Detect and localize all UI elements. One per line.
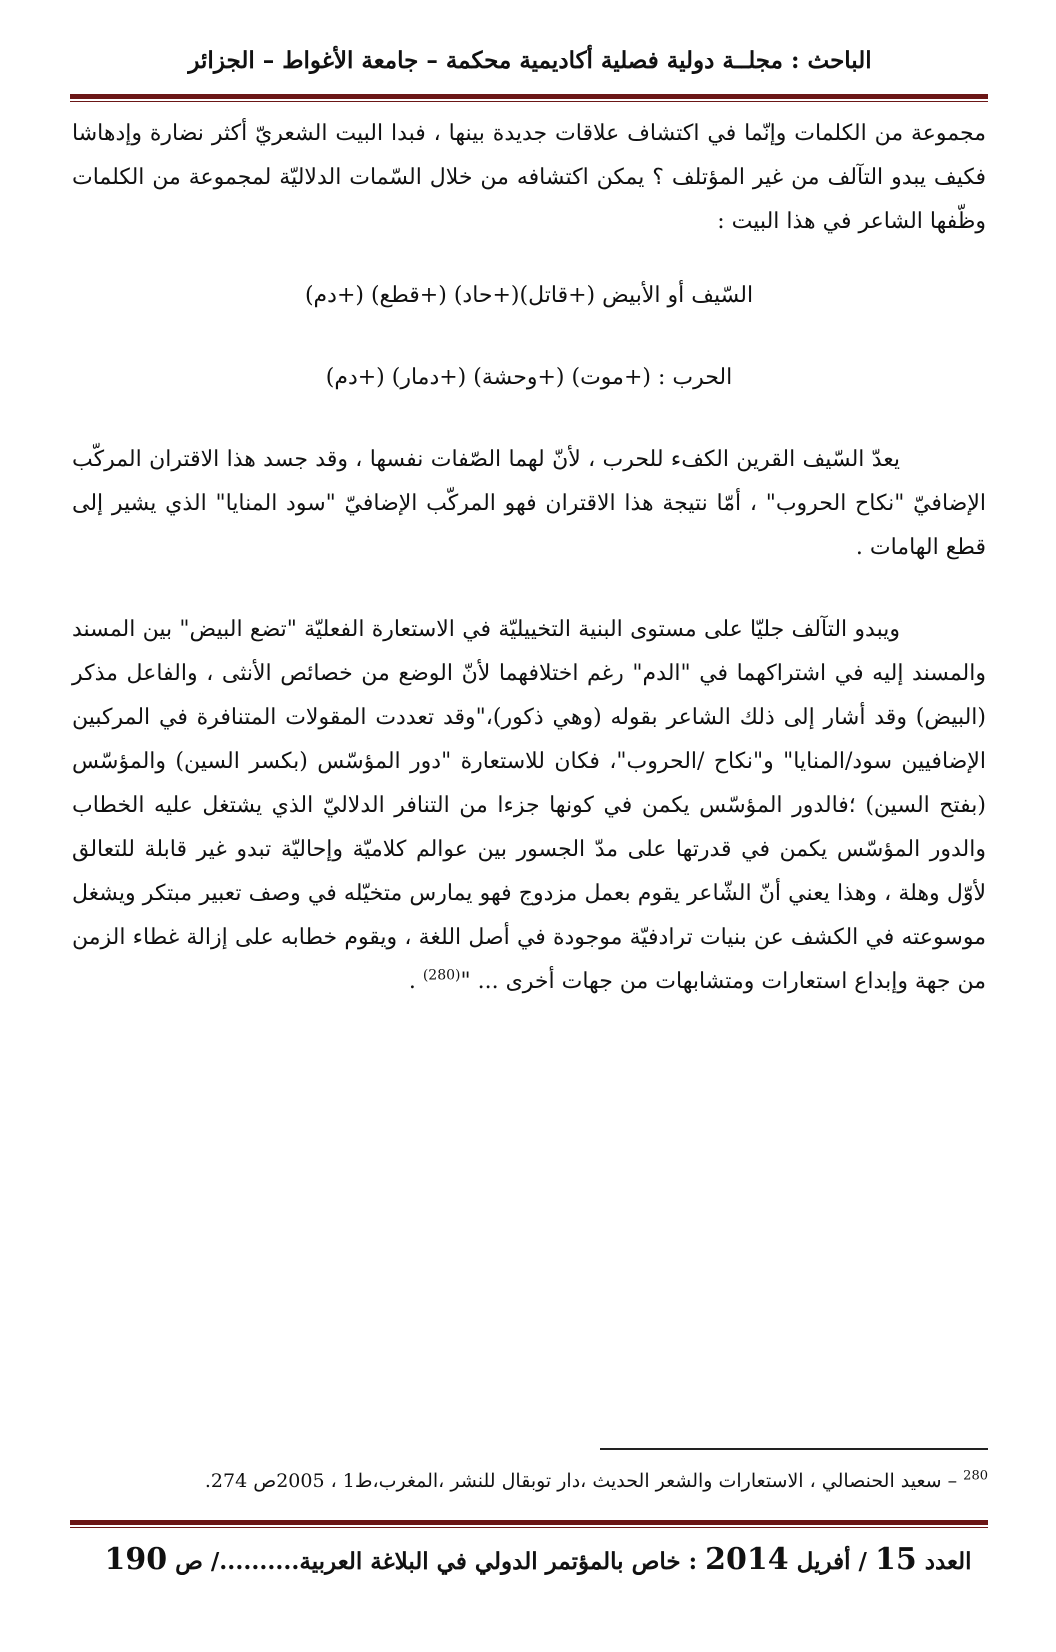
running-head: الباحث : مجلــة دولية فصلية أكاديمية محكمة – جامعة الأغواط – الجزائر [188,47,872,74]
header-rule [70,94,988,102]
citation-reference: (280) [422,967,461,984]
footer-rest: : خاص بالمؤتمر الدولي في البلاغة العربية........../ ص [167,1548,706,1575]
page-number: 190 [104,1542,168,1577]
footer-rule [70,1520,988,1528]
paragraph-3 [72,608,986,1004]
footnote [90,1466,988,1496]
paragraph-2: يعدّ السّيف القرين الكفء للحرب ، لأنّ لهما الصّفات نفسها ، وقد جسد هذا الاقتران المركّب الإضافيّ "نكاح الحروب" ، أمّا نتيجة هذا الاقتران فهو المركّب الإضافيّ "سود المنايا" الذي يشير إلى قطع الهامات . [72,447,986,560]
paragraph-3-text: ويبدو التآلف جليّا على مستوى البنية التخييليّة في الاستعارة الفعليّة "تضع البيض" بين المسند والمسند إليه في اشتراكهما في "الدم" رغم اختلافهما لأنّ الوضع من خصائص الأنثى ، والفاعل مذكر (البيض) وقد أشار إلى ذلك الشاعر بقوله (وهي ذكور)،"وقد تعددت المقولات المتنافرة في المركبين الإضافيين سود/المنايا" و"نكاح /الحروب"، فكان للاستعارة "دور المؤسّس (بكسر السين) والمؤسّس (بفتح السين) ؛فالدور المؤسّس يكمن في كونها جزءا من التنافر الدلاليّ الذي يشتغل عليه الخطاب والدور المؤسّس يكمن في قدرتها على مدّ الجسور بين عوالم كلاميّة وإحاليّة تبدو غير قابلة للتعالق لأوّل وهلة ، وهذا يعني أنّ الشّاعر يقوم بعمل مزدوج فهو يمارس متخيّله في وصف تعبير مبتكر ويشغل موسوعته في الكشف عن بنيات ترادفيّة موجودة في أصل اللغة ، ويقوم خطابه على إزالة غطاء الزمن من جهة وإبداع استعارات ومتشابهات من جهات أخرى ... " [72,617,986,994]
issue-number: 15 [874,1542,917,1577]
footer-middle: / أفريل [788,1548,875,1575]
paragraph-1: مجموعة من الكلمات وإنّما في اكتشاف علاقات جديدة بينها ، فبدا البيت الشعريّ أكثر نضارة وإدهاشا فكيف يبدو التآلف من غير المؤتلف ؟ يمكن اكتشافه من خلال السّمات الدلاليّة لمجموعة من الكلمات وظّفها الشاعر في هذا البيت : [72,121,986,234]
footnote-rule [600,1448,988,1450]
issue-year: 2014 [705,1542,789,1577]
footer-prefix: العدد [916,1548,972,1575]
footnote-text: – سعيد الحنصالي ، الاستعارات والشعر الحديث ،دار توبقال للنشر ،المغرب،ط1 ، 2005ص 274. [204,1470,964,1492]
footnote-number: 280 [963,1468,988,1484]
main-text [72,112,986,1004]
page-footer [90,1540,986,1582]
verse-line-2: الحرب : (+موت) (+وحشة) (+دمار) (+دم) [325,365,733,390]
verse-line-1: السّيف أو الأبيض (+قاتل)(+حاد) (+قطع) (+دم) [304,283,754,308]
paragraph-3-end: . [408,969,423,994]
